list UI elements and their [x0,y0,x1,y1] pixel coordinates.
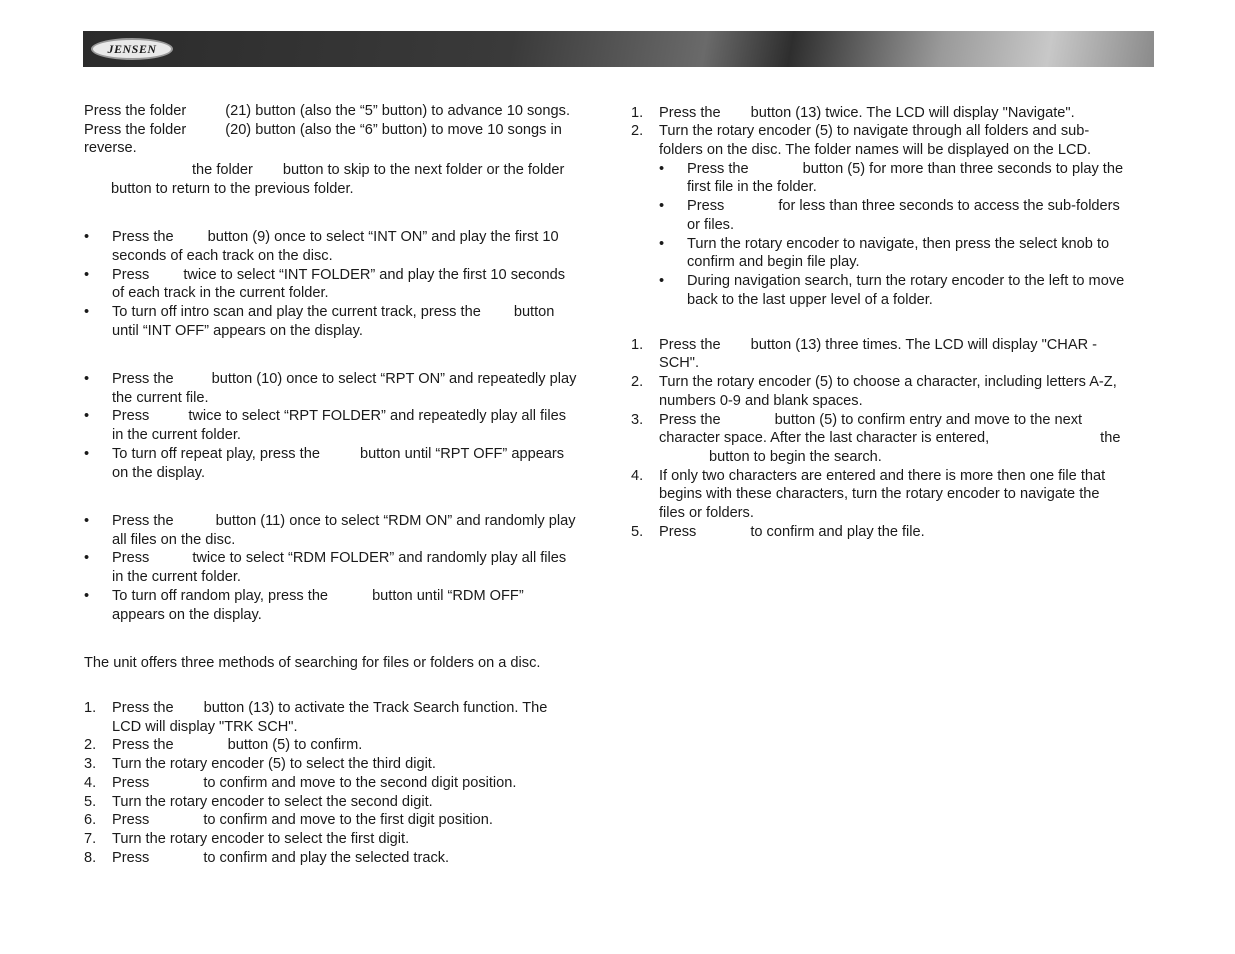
step-number: 3. [631,412,644,428]
step-number: 1. [631,337,644,353]
step-number: 2. [631,123,644,139]
bullet: • [84,304,90,320]
search-intro: The unit offers three methods of searching for files or folders on a disc. [84,655,541,671]
step-number: 7. [84,831,97,847]
list-item: Press for less than three seconds to access the sub-folders [687,198,1120,214]
step-item: Turn the rotary encoder (5) to select the third digit. [112,756,436,772]
list-item: To turn off random play, press the button until “RDM OFF” [112,588,524,604]
step-item: Turn the rotary encoder to select the first digit. [112,831,410,847]
list-item: Turn the rotary encoder to navigate, then press the select knob to [687,236,1110,252]
list-item-cont: the current file. [112,390,209,406]
step-item: Press the button (5) to confirm entry and move to the next [659,412,1083,428]
step-item: Turn the rotary encoder (5) to choose a character, including letters A-Z, [659,374,1117,390]
bullet: • [84,267,90,283]
bullet: • [84,408,90,424]
bullet: • [659,273,665,289]
step-item-cont: LCD will display "TRK SCH". [112,719,298,735]
step-number: 2. [631,374,644,390]
folder-line-1: Press the folder (21) button (also the “5” button) to advance 10 songs. [84,103,571,119]
jensen-logo [91,38,173,60]
step-number: 4. [84,775,97,791]
folder-line-3: reverse. [84,140,137,156]
step-item-cont: button to begin the search. [709,449,882,465]
step-item: If only two characters are entered and there is more then one file that [659,468,1106,484]
list-item-cont: appears on the display. [112,607,262,623]
list-item: During navigation search, turn the rotary encoder to the left to move [687,273,1125,289]
step-item-cont: folders on the disc. The folder names will be displayed on the LCD. [659,142,1092,158]
step-number: 3. [84,756,97,772]
step-item: Turn the rotary encoder to select the second digit. [112,794,433,810]
step-item-cont: begins with these characters, turn the rotary encoder to navigate the [659,486,1100,502]
step-item-cont: files or folders. [659,505,754,521]
step-item: Press to confirm and play the selected track. [112,850,450,866]
step-number: 4. [631,468,644,484]
list-item-cont: confirm and begin file play. [687,254,860,270]
bullet: • [84,371,90,387]
list-item: Press twice to select “INT FOLDER” and play the first 10 seconds [112,267,566,283]
list-item-cont: in the current folder. [112,569,241,585]
bullet: • [659,198,665,214]
step-number: 6. [84,812,97,828]
list-item-cont: or files. [687,217,735,233]
list-item-cont: seconds of each track on the disc. [112,248,333,264]
step-number: 2. [84,737,97,753]
step-number: 1. [84,700,97,716]
list-item: To turn off intro scan and play the current track, press the button [112,304,555,320]
list-item: Press the button (9) once to select “INT ON” and play the first 10 [112,229,559,245]
bullet: • [659,236,665,252]
folder-line-4: the folder button to skip to the next folder or the folder [192,162,565,178]
bullet: • [84,513,90,529]
step-item: Turn the rotary encoder (5) to navigate through all folders and sub- [659,123,1090,139]
step-item: Press the button (13) three times. The LCD will display "CHAR - [659,337,1098,353]
step-number: 1. [631,105,644,121]
bullet: • [84,550,90,566]
step-number: 8. [84,850,97,866]
folder-line-5: button to return to the previous folder. [111,181,354,197]
step-item: Press the button (13) to activate the Track Search function. The [112,700,548,716]
bullet: • [659,161,665,177]
list-item: Press twice to select “RPT FOLDER” and repeatedly play all files [112,408,567,424]
header-bar [83,31,1154,67]
list-item-cont: until “INT OFF” appears on the display. [112,323,363,339]
bullet: • [84,229,90,245]
list-item-cont: on the display. [112,465,206,481]
list-item: Press twice to select “RDM FOLDER” and randomly play all files [112,550,567,566]
step-item: Press the button (13) twice. The LCD will display "Navigate". [659,105,1075,121]
list-item-cont: back to the last upper level of a folder. [687,292,933,308]
step-item-cont: SCH". [659,355,700,371]
bullet: • [84,446,90,462]
list-item-cont: all files on the disc. [112,532,236,548]
folder-line-2: Press the folder (20) button (also the “6” button) to move 10 songs in [84,122,562,138]
step-item-cont: character space. After the last character is entered, the [659,430,1121,446]
bullet: • [84,588,90,604]
list-item-cont: in the current folder. [112,427,241,443]
step-number: 5. [631,524,644,540]
list-item: To turn off repeat play, press the button until “RPT OFF” appears [112,446,565,462]
step-item: Press the button (5) to confirm. [112,737,363,753]
list-item: Press the button (5) for more than three seconds to play the [687,161,1124,177]
step-item: Press to confirm and move to the first digit position. [112,812,493,828]
step-item: Press to confirm and move to the second digit position. [112,775,517,791]
list-item: Press the button (10) once to select “RPT ON” and repeatedly play [112,371,577,387]
step-item: Press to confirm and play the file. [659,524,925,540]
logo-text: JENSEN [107,41,157,56]
list-item: Press the button (11) once to select “RDM ON” and randomly play [112,513,576,529]
list-item-cont: first file in the folder. [687,179,817,195]
step-item-cont: numbers 0-9 and blank spaces. [659,393,863,409]
step-number: 5. [84,794,97,810]
list-item-cont: of each track in the current folder. [112,285,329,301]
